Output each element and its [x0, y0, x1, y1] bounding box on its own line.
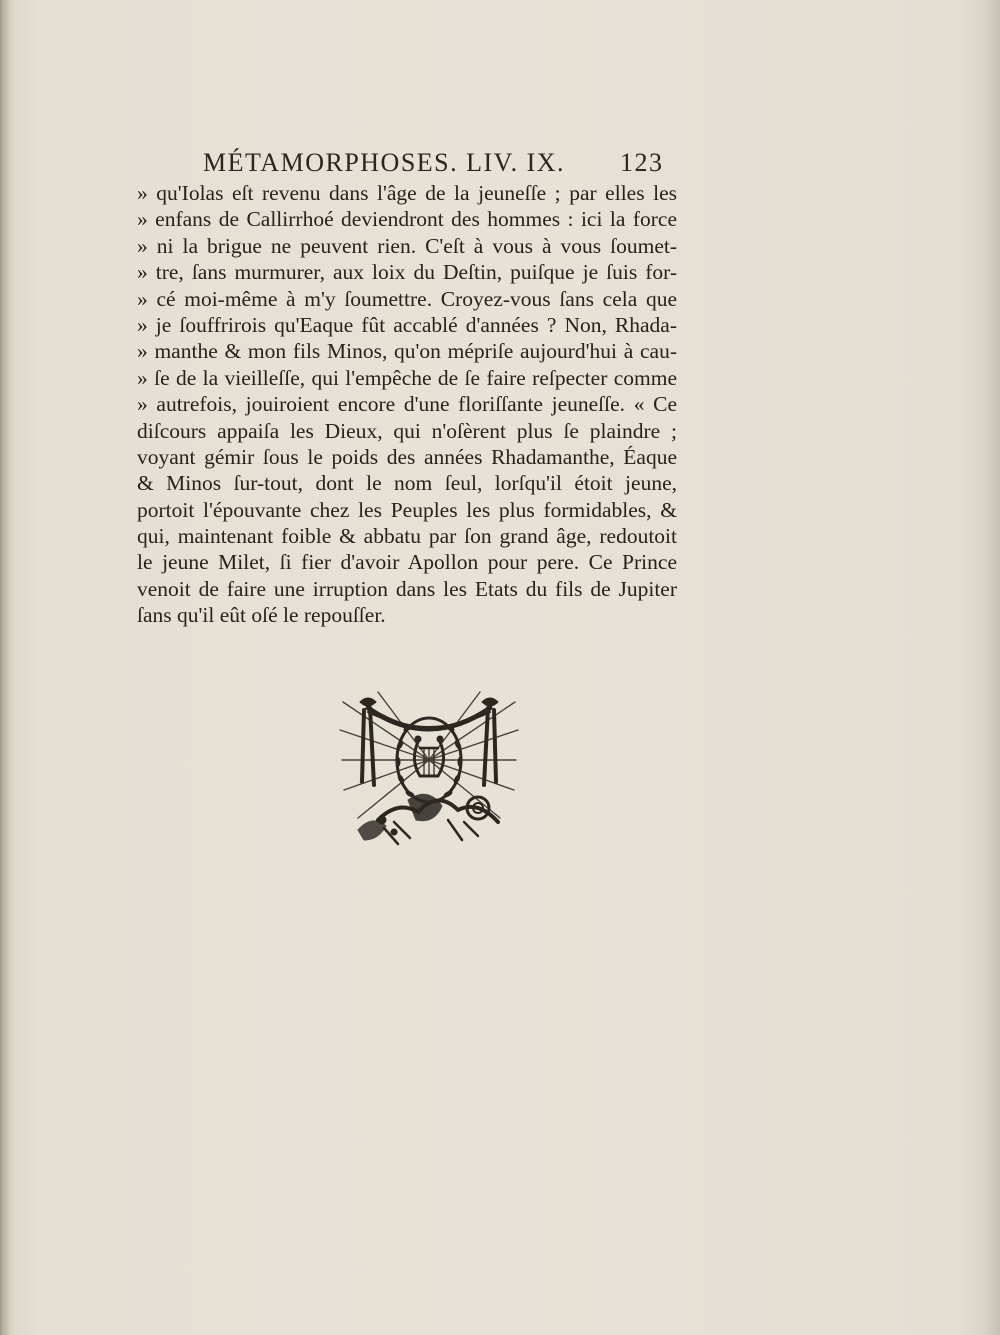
- text-line: & Minos ſur-tout, dont le nom ſeul, lorſqu'il étoit jeune,: [137, 471, 677, 496]
- running-head-title: MÉTAMORPHOSES. LIV. IX.: [203, 148, 566, 177]
- text-line: » ni la brigue ne peuvent rien. C'eſt à vous à vous ſoumet-: [137, 233, 677, 258]
- text-line: » je ſouffrirois qu'Eaque fût accablé d'années ? Non, Rhada-: [137, 312, 677, 337]
- text-line: qui, maintenant foible & abbatu par ſon grand âge, redoutoit: [137, 524, 677, 549]
- text-line: » ſe de la vieilleſſe, qui l'empêche de ſe faire reſpecter comme: [137, 365, 677, 390]
- text-line: le jeune Milet, ſi fier d'avoir Apollon pour pere. Ce Prince: [137, 550, 677, 575]
- page-number: 123: [620, 148, 664, 177]
- text-line: diſcours appaiſa les Dieux, qui n'oſèrent plus ſe plaindre ;: [137, 418, 677, 443]
- text-line: portoit l'épouvante chez les Peuples les plus formidables, &: [137, 497, 677, 522]
- text-line: » qu'Iolas eſt revenu dans l'âge de la jeuneſſe ; par elles les: [137, 181, 677, 205]
- text-line: » autrefois, jouiroient encore d'une floriſſante jeuneſſe. « Ce: [137, 392, 677, 417]
- text-line: » manthe & mon fils Minos, qu'on mépriſe aujourd'hui à cau-: [137, 339, 677, 364]
- text-line: venoit de faire une irruption dans les Etats du fils de Jupiter: [137, 576, 677, 601]
- text-line: » cé moi-même à m'y ſoumettre. Croyez-vous ſans cela que: [137, 286, 677, 311]
- text-line: » enfans de Callirrhoé deviendront des hommes : ici la force: [137, 207, 677, 232]
- running-head: [203, 148, 663, 184]
- lyre-wreath-ornament-icon: [338, 690, 520, 850]
- body-text: [137, 180, 677, 629]
- page-gutter-fold: [0, 0, 10, 1335]
- text-line: ſans qu'il eût oſé le repouſſer.: [137, 603, 386, 628]
- text-line: voyant gémir ſous le poids des années Rhadamanthe, Éaque: [137, 444, 677, 469]
- text-line: » tre, ſans murmurer, aux loix du Deſtin, puiſque je ſuis for-: [137, 260, 677, 285]
